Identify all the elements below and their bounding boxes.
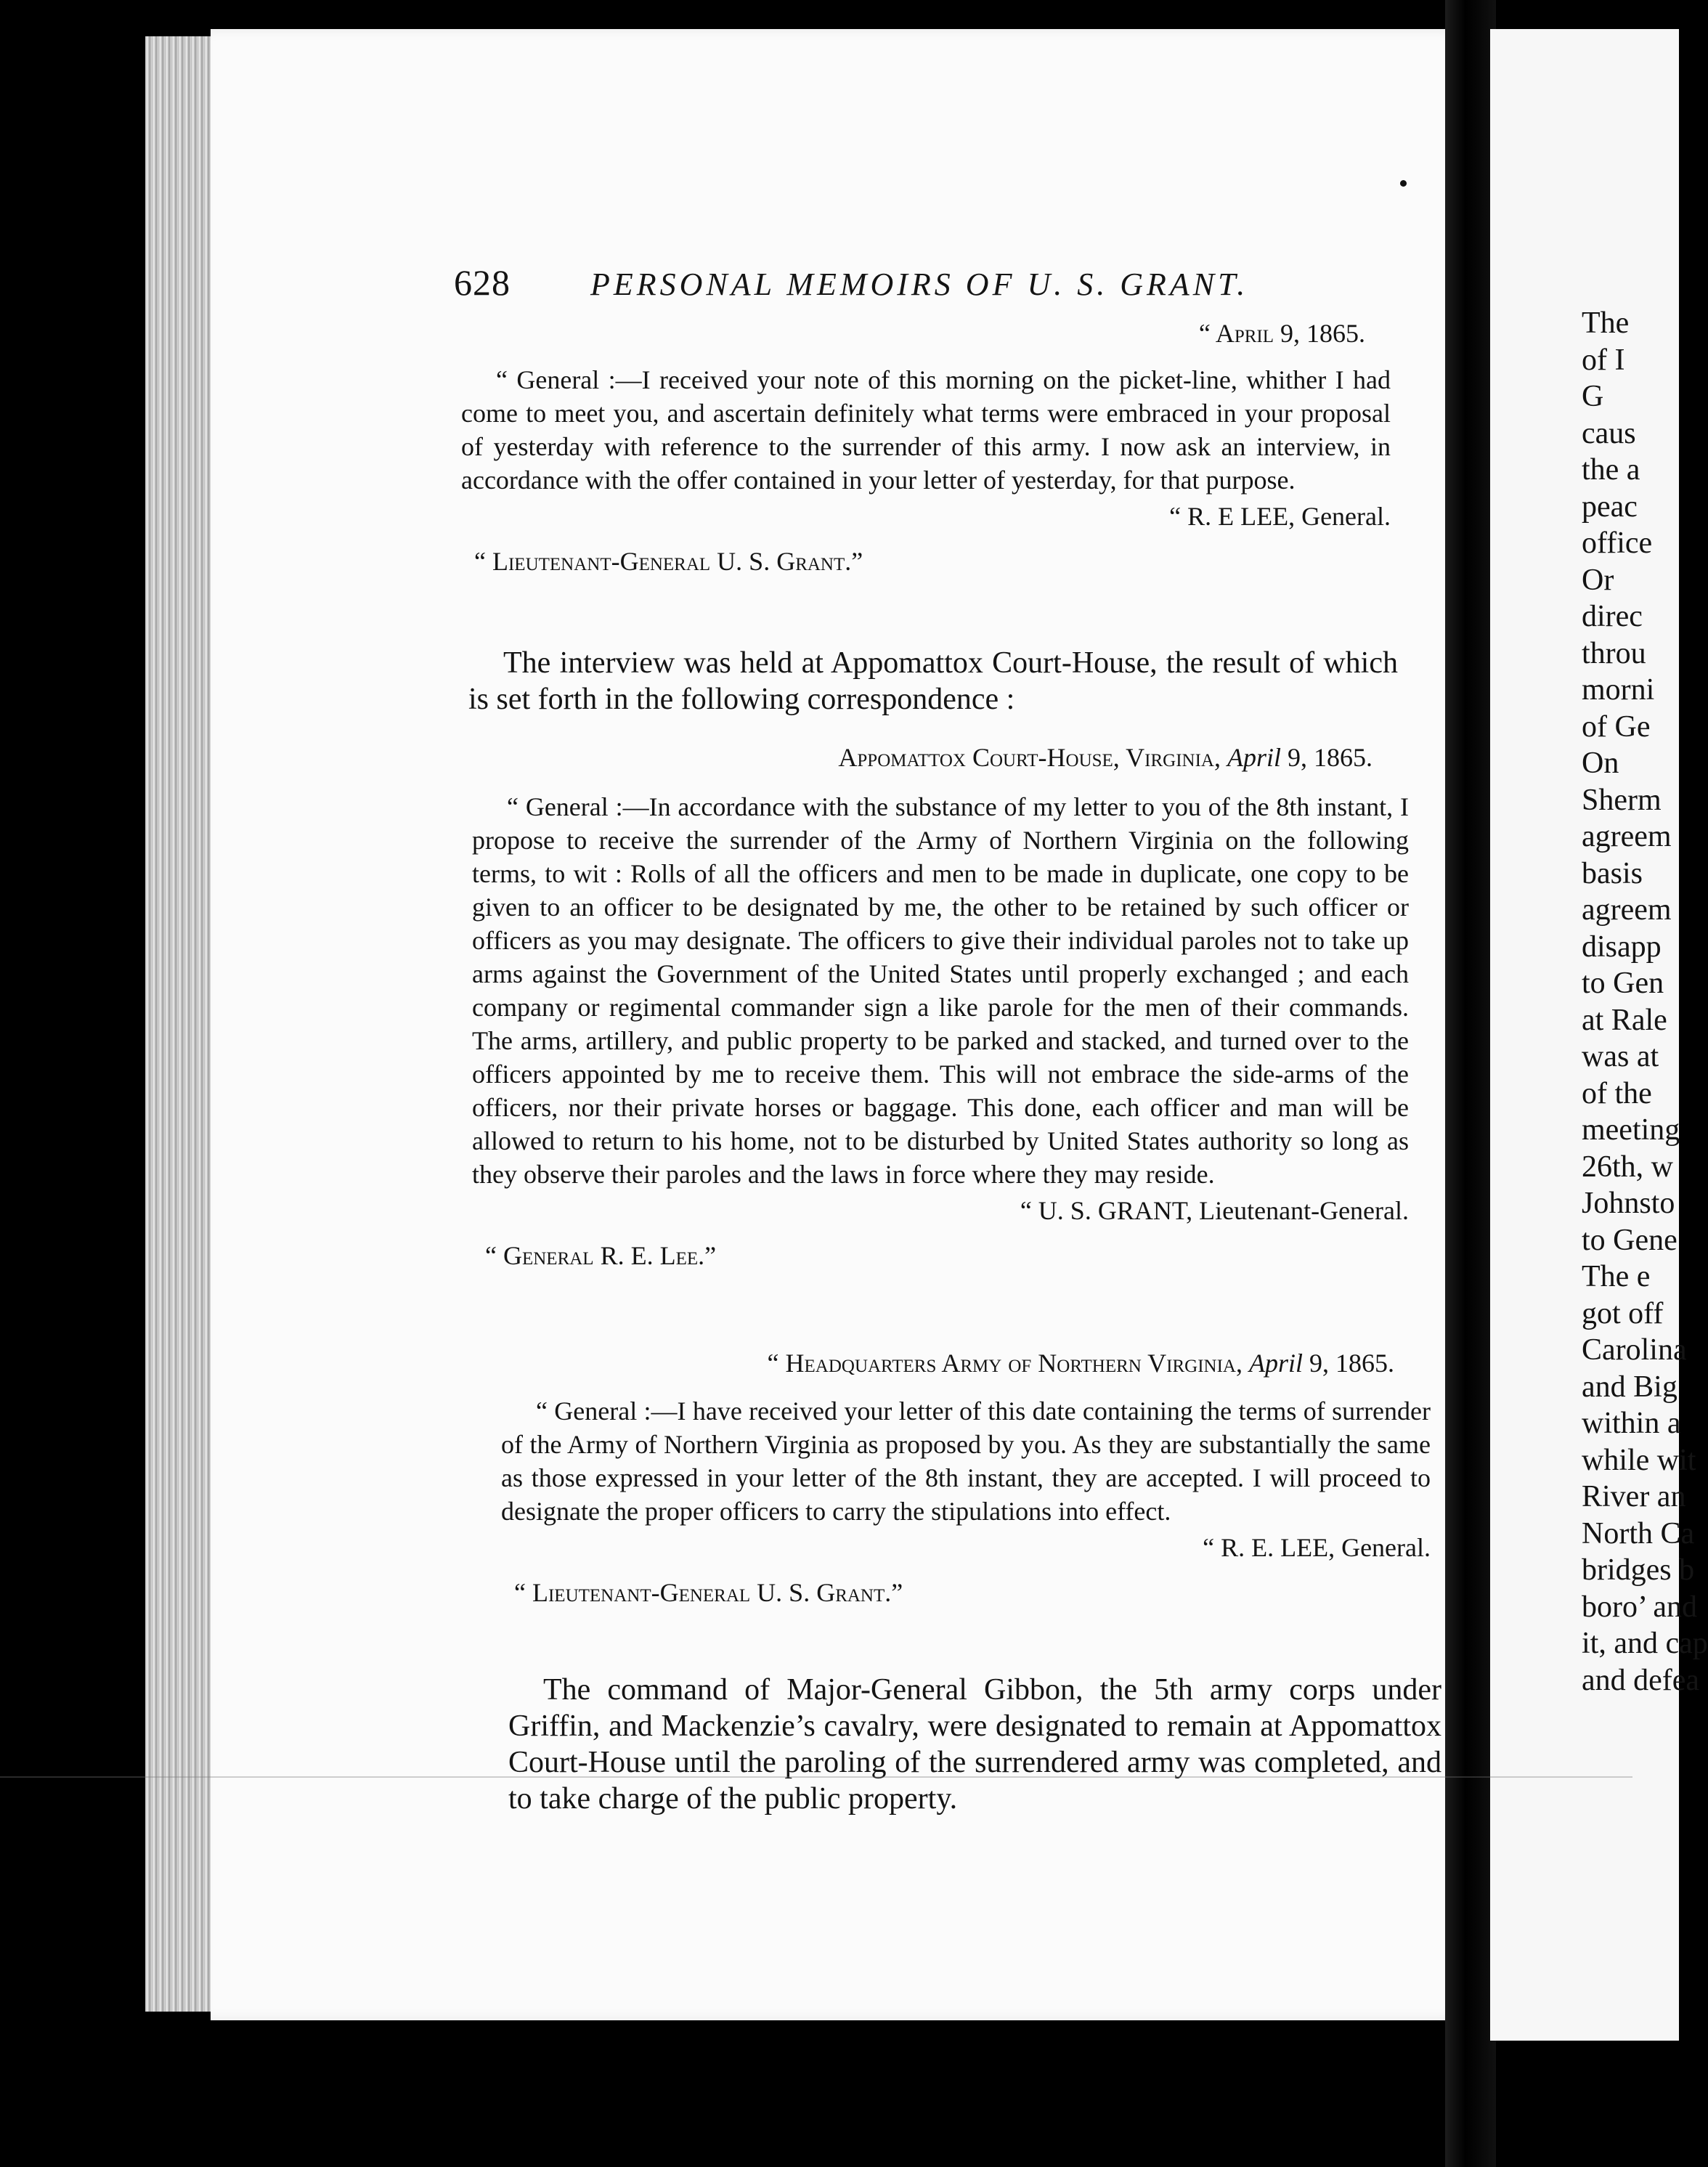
right-page-line: agreem xyxy=(1582,893,1672,927)
letter3-dateline xyxy=(581,1348,1394,1378)
letter3-address: “ Lieutenant-General U. S. Grant.” xyxy=(514,1578,903,1607)
letter3-dateline-place: “ Headquarters Army of Northern Virginia, xyxy=(767,1349,1249,1378)
right-page-line: office xyxy=(1582,526,1653,560)
right-page-line: On xyxy=(1582,747,1619,780)
letter1-address: “ Lieutenant-General U. S. Grant.” xyxy=(474,547,863,576)
letter3 xyxy=(501,1394,1431,1609)
right-page-line: bridges b xyxy=(1582,1553,1695,1587)
right-page-line: at Rale xyxy=(1582,1003,1667,1037)
right-page-line: was at xyxy=(1582,1040,1659,1073)
right-page-line: morni xyxy=(1582,673,1655,707)
letter2 xyxy=(472,790,1409,1272)
letter2-body: “ General :—In accordance with the substance of my letter to you of the 8th instant, I propose to receive the surrender of the Army of Northern Virginia on the following terms, to wit : Rolls of all the officers and men to be made in duplicate, one copy to be given to an officer to be designated by me, the other to be retained by such officer or officers as you may designate. The officers to give their individual paroles not to take up arms against the Government of the United States until properly exchanged ; and each company or regimental commander sign a like parole for the men of their commands. The arms, artillery, and public property to be parked and stacked, and turned over to the officers appointed by me to receive them. This will not embrace the side-arms of the officers, nor their private horses or baggage. This done, each officer and man will be allowed to return to his home, not to be disturbed by United States authority so long as they observe their paroles and the laws in force where they may reside. xyxy=(472,792,1409,1189)
right-page-line: caus xyxy=(1582,416,1636,450)
letter3-signature: “ R. E. LEE, General. xyxy=(1203,1533,1431,1562)
right-page-line: got off xyxy=(1582,1296,1664,1330)
right-page-line: it, and cap xyxy=(1582,1627,1708,1660)
right-page-line: to Gene xyxy=(1582,1223,1678,1257)
right-page-line: G xyxy=(1582,380,1604,413)
letter2-dateline-place: Appomattox Court-House, Virginia, xyxy=(838,743,1227,772)
right-page-line: and Big xyxy=(1582,1370,1678,1404)
right-page-line: The e xyxy=(1582,1260,1651,1293)
right-page-line: Johnsto xyxy=(1582,1187,1675,1220)
scan-artifact-line xyxy=(0,1776,1632,1778)
letter1-body: “ General :—I received your note of this morning on the picket-line, whither I had come to meet you, and ascertain definitely what terms were embraced in your proposal of yesterday with reference to the surrender of this army. I now ask an interview, in accordance with the offer contained in your letter of yesterday, for that purpose. xyxy=(461,365,1391,495)
letter2-dateline-rest: 9, 1865. xyxy=(1281,743,1372,772)
letter2-address: “ General R. E. Lee.” xyxy=(485,1241,717,1270)
right-page-line: to Gen xyxy=(1582,967,1664,1000)
letter2-dateline xyxy=(654,742,1372,773)
right-page-line: throu xyxy=(1582,636,1646,670)
narrative1-text: The interview was held at Appomattox Court-House, the result of which is set forth in the following correspondence : xyxy=(468,646,1398,716)
letter3-dateline-rest: 9, 1865. xyxy=(1303,1349,1394,1378)
right-page-line: disapp xyxy=(1582,930,1662,964)
right-page-line: of Ge xyxy=(1582,710,1651,744)
right-page-line: boro’ and xyxy=(1582,1590,1697,1624)
right-page-line: The xyxy=(1582,306,1630,340)
right-page-line: of the xyxy=(1582,1076,1652,1110)
right-page-line: direc xyxy=(1582,600,1643,633)
letter1-dateline: “ April 9, 1865. xyxy=(1198,319,1365,348)
running-head: PERSONAL MEMOIRS OF U. S. GRANT. xyxy=(590,267,1249,302)
right-page-line: the a xyxy=(1582,453,1640,487)
right-page-line: agreem xyxy=(1582,820,1672,853)
right-page-fragments xyxy=(1582,305,1708,1699)
right-page-line: Sherm xyxy=(1582,783,1662,817)
letter1 xyxy=(461,363,1391,578)
letter3-dateline-month: April xyxy=(1248,1349,1303,1378)
page-header xyxy=(454,261,1267,304)
right-page-line: basis xyxy=(1582,856,1643,890)
narrative2-text: The command of Major-General Gibbon, the 5th army corps under Griffin, and Mackenzie’s cavalry, were designated to remain at Appomattox Court-House until the paroling of the surrendered army was completed, and to take charge of the public property. xyxy=(508,1673,1441,1816)
right-page-line: of I xyxy=(1582,343,1625,377)
right-page-line: within a xyxy=(1582,1407,1681,1440)
narrative-paragraph-2 xyxy=(508,1672,1441,1817)
narrative-paragraph-1 xyxy=(468,645,1398,717)
letter3-body: “ General :—I have received your letter of this date containing the terms of surrender of the Army of Northern Virginia as proposed by you. As they are substantially the same as those expressed in your letter of the 8th instant, they are accepted. I will proceed to designate the proper officers to carry the stipulations into effect. xyxy=(501,1396,1431,1526)
right-page-line: while wit xyxy=(1582,1443,1696,1477)
letter1-signature: “ R. E LEE, General. xyxy=(1169,502,1391,531)
right-page-line: North Ca xyxy=(1582,1516,1695,1550)
right-page-line: and defea xyxy=(1582,1663,1700,1697)
right-page-line: Carolina xyxy=(1582,1333,1687,1367)
right-page-line: River an xyxy=(1582,1480,1686,1513)
right-page-line: 26th, w xyxy=(1582,1150,1673,1184)
right-page-line: peac xyxy=(1582,489,1638,524)
right-page-line: Or xyxy=(1582,563,1614,597)
right-page-line: meeting xyxy=(1582,1113,1680,1147)
page-number: 628 xyxy=(454,262,511,303)
letter2-signature: “ U. S. GRANT, Lieutenant-General. xyxy=(1020,1196,1409,1225)
letter2-dateline-month: April xyxy=(1227,743,1281,772)
ink-speck xyxy=(1400,180,1407,187)
